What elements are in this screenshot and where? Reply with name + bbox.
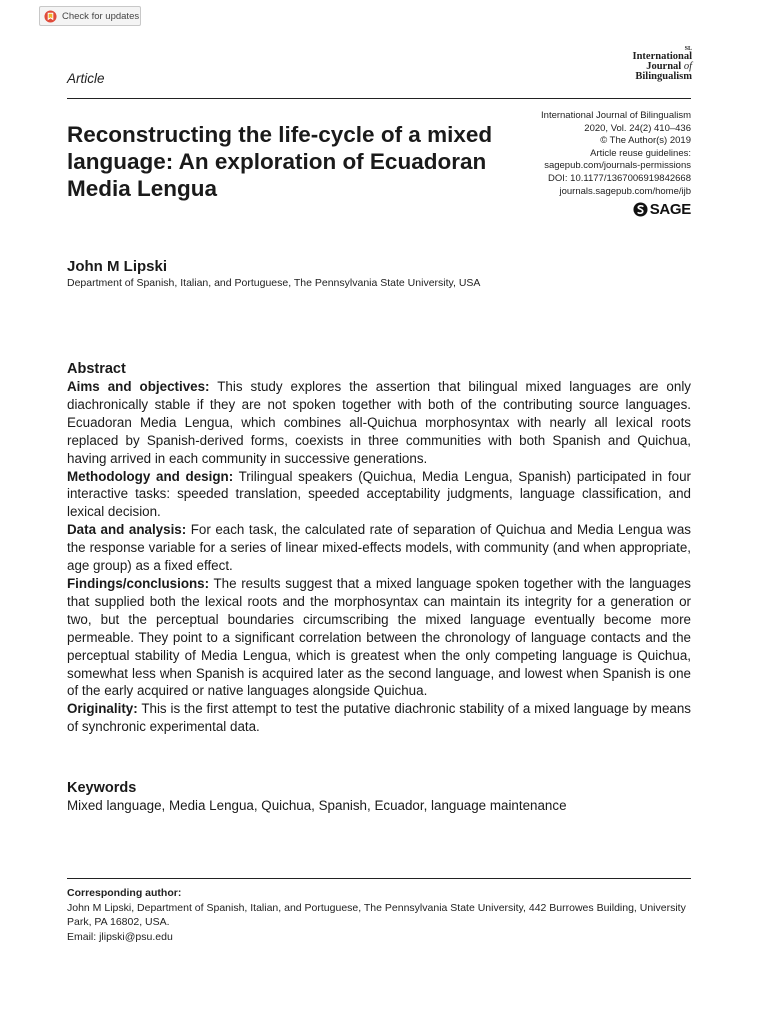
journal-logo-line: International	[632, 51, 692, 62]
corresponding-author	[67, 886, 691, 944]
journal-logo-line: Journal of	[646, 61, 692, 72]
sage-icon	[633, 202, 648, 217]
doi-link[interactable]: DOI: 10.1177/1367006919842668	[548, 172, 691, 184]
journal-logo-line: Bilingualism	[635, 71, 692, 82]
corresponding-email[interactable]: Email: jlipski@psu.edu	[67, 930, 173, 943]
journal-homepage-link[interactable]: journals.sagepub.com/home/ijb	[559, 185, 691, 197]
reuse-guidelines-label: Article reuse guidelines:	[590, 147, 691, 159]
copyright: © The Author(s) 2019	[600, 135, 691, 147]
keywords-heading: Keywords	[67, 780, 137, 796]
abstract-heading: Abstract	[67, 361, 126, 377]
corresponding-heading: Corresponding author:	[67, 887, 182, 899]
article-type-label: Article	[67, 71, 105, 86]
abstract-data: Data and analysis: For each task, the calculated rate of separation of Quichua and Media Lengua was the response variable for a series of linear mixed-effects models, with community (and when appropriate, age group) as a fixed effect.	[67, 522, 691, 574]
journal-name: International Journal of Bilingualism	[541, 110, 691, 121]
keywords-list: Mixed language, Media Lengua, Quichua, Spanish, Ecuador, language maintenance	[67, 798, 567, 813]
header-divider	[67, 98, 691, 99]
journal-logo-mark: SL	[684, 46, 692, 52]
article-title: Reconstructing the life-cycle of a mixed language: An exploration of Ecuadoran Media Lengua	[67, 122, 493, 201]
journal-logo	[612, 46, 692, 82]
footer-divider	[67, 878, 691, 879]
abstract-section	[67, 360, 691, 736]
abstract-originality: Originality: This is the first attempt to test the putative diachronic stability of a mixed language by means of synchronic experimental data.	[67, 701, 691, 735]
publisher-logo	[625, 200, 691, 218]
publisher-name: SAGE	[649, 200, 691, 218]
keywords-section	[67, 779, 691, 815]
abstract-methodology: Methodology and design: Trilingual speakers (Quichua, Media Lengua, Spanish) participated in four interactive tasks: speeded translation, speeded acceptability judgments, language classification, and lexical decision.	[67, 468, 691, 520]
check-updates-icon	[44, 10, 57, 23]
permissions-link[interactable]: sagepub.com/journals-permissions	[544, 160, 691, 172]
abstract-aims: Aims and objectives: This study explores the assertion that bilingual mixed languages are only diachronically stable if they are not spoken together with both of the contributing source languages. Ecuadoran Media Lengua, which combines all-Quichua morphosyntax with nearly all lexical roots replaced by Spanish-derived forms, coexists in three communities with both Spanish and Quichua, having arrived in each community in successive generations.	[67, 379, 691, 466]
publication-info	[440, 110, 691, 198]
volume-info: 2020, Vol. 24(2) 410–436	[584, 122, 691, 134]
author-affiliation: Department of Spanish, Italian, and Portuguese, The Pennsylvania State University, USA	[67, 277, 481, 289]
check-for-updates-button[interactable]	[39, 6, 141, 26]
author-name: John M Lipski	[67, 258, 168, 275]
corresponding-address: John M Lipski, Department of Spanish, Italian, and Portuguese, The Pennsylvania State University, 442 Burrowes Building, University Park, PA 16802, USA.	[67, 901, 686, 928]
check-updates-label: Check for updates	[62, 10, 140, 22]
abstract-findings: Findings/conclusions: The results suggest that a mixed language spoken together with the languages that supplied both the lexical roots and the morphosyntax can maintain its integrity for a generation or two, but the perceptual boundaries circumscribing the mixed language eventually become more permeable. They point to a significant correlation between the chronology of language contacts and the perceptual stability of Media Lengua, which is greatest when the only competing language is Quichua, somewhat less when Spanish is acquired later as the second language, and lowest when Spanish is one of the early acquired or native languages alongside Quichua.	[67, 575, 691, 699]
